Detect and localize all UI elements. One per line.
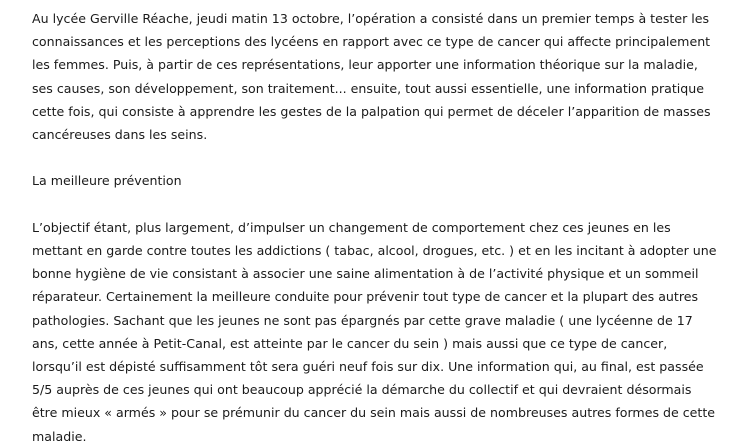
paragraph-spacer xyxy=(32,193,718,216)
paragraph-prevention: L’objectif étant, plus largement, d’impulser un changement de comportement chez ces jeunes en les mettant en garde contre toutes les addictions ( tabac, alcool, drogues, etc. ) et en les incitant à adopter une bonne hygiène de vie consistant à associer une saine alimentation à de l’activité physique et un sommeil réparateur. Certainement la meilleure conduite pour prévenir tout type de cancer et la plupart des autres pathologies. Sachant que les jeunes ne sont pas épargnés par cette grave maladie ( une lycéenne de 17 ans, cette année à Petit-Canal, est atteinte par le cancer du sein ) mais aussi que ce type de cancer, lorsqu’il est dépisté suffisamment tôt sera guéri neuf fois sur dix. Une information qui, au final, est passée 5/5 auprès de ces jeunes qui ont beaucoup apprécié la démarche du collectif et qui devraient désormais être mieux « armés » pour se prémunir du cancer du sein mais aussi de nombreuses autres formes de cette maladie. xyxy=(32,219,717,444)
paragraph-spacer xyxy=(32,146,718,169)
section-subheading: La meilleure prévention xyxy=(32,173,182,189)
paragraph-intro: Au lycée Gerville Réache, jeudi matin 13 octobre, l’opération a consisté dans un premier temps à tester les connaissances et les perceptions des lycéens en rapport avec ce type de cancer qui affecte principalement les femmes. Puis, à partir de ces représentations, leur apporter une information théorique sur la maladie, ses causes, son développement, son traitement... ensuite, tout aussi essentielle, une information pratique cette fois, qui consiste à apprendre les gestes de la palpation qui permet de déceler l’apparition de masses cancéreuses dans les seins. xyxy=(32,11,711,143)
